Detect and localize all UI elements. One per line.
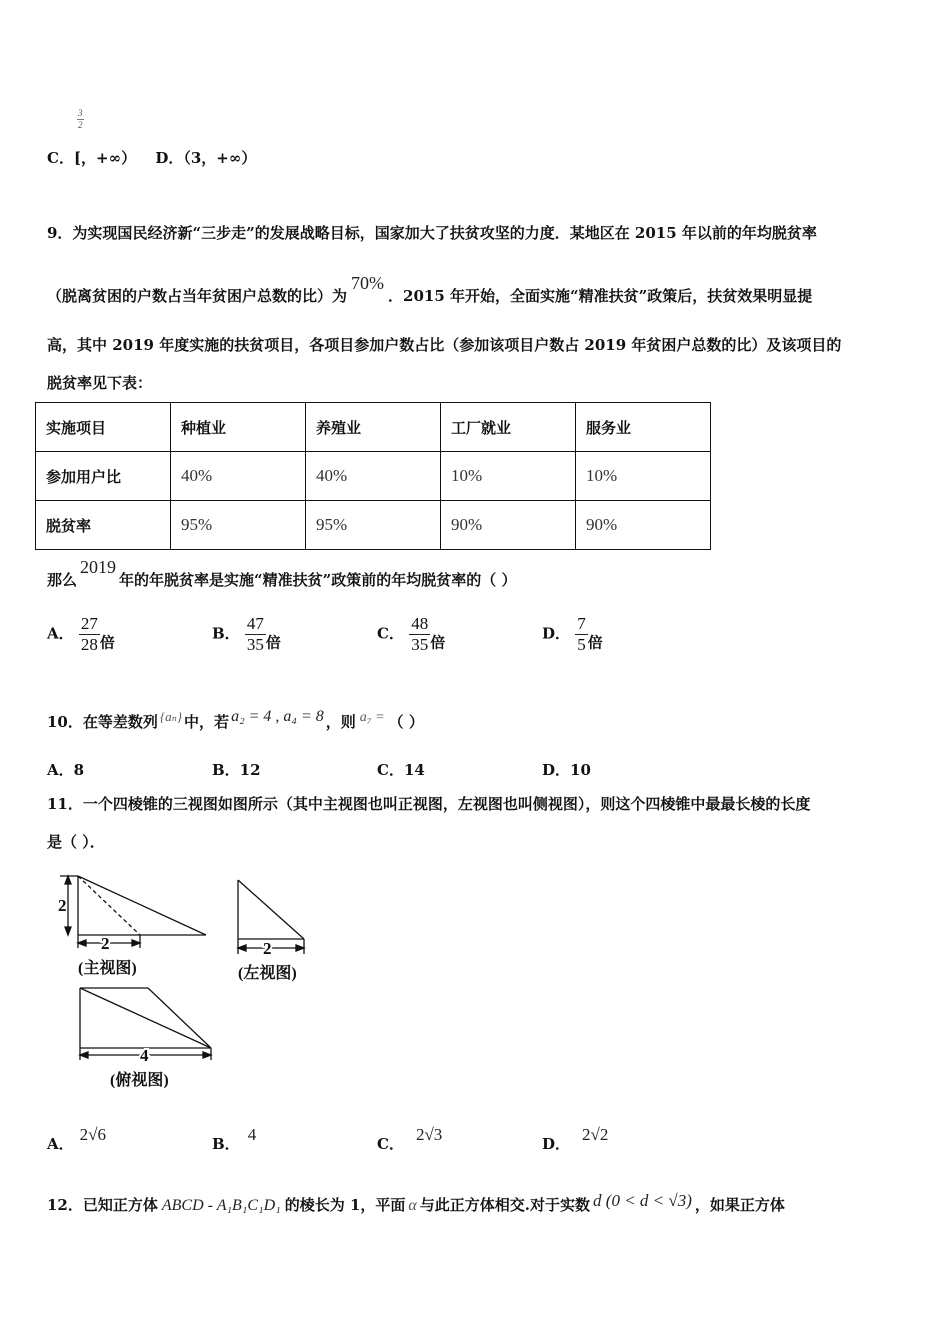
q8-options [47, 147, 256, 168]
table-cell: 10% [576, 452, 711, 501]
frac-num: 7 [577, 614, 586, 633]
table-cell: 工厂就业 [441, 403, 576, 452]
q11-option-d [542, 1125, 609, 1154]
q9-line2-b: ．2015 年开始，全面实施“精准扶贫”政策后，扶贫效果明显提 [388, 287, 813, 305]
frac-den: 28 [80, 635, 98, 654]
top-width-label: 4 [140, 1046, 149, 1065]
q9-table [35, 402, 711, 550]
q12-mid2: 与此正方体相交.对于实数 [419, 1196, 591, 1214]
q8-fraction [77, 108, 84, 131]
front-view-label: (主视图) [78, 960, 137, 977]
q10-blank: （ ） [388, 713, 424, 731]
fraction [409, 614, 430, 655]
table-cell: 服务业 [576, 403, 711, 452]
table-cell: 10% [441, 452, 576, 501]
q8-option-c-suffix: ，+∞） [81, 149, 137, 167]
q11-line1: 11．一个四棱锥的三视图如图所示（其中主视图也叫正视图，左视图也叫侧视图），则这个四棱锥中最最长棱的长度 [47, 795, 811, 813]
fraction [79, 614, 100, 655]
table-cell: 90% [441, 501, 576, 550]
q10-mid: 中，若 [184, 713, 230, 731]
frac-num: 47 [246, 614, 264, 633]
q10-option-d: D．10 [542, 761, 591, 779]
q9-line4: 脱贫率见下表： [47, 374, 153, 392]
option-value: 2√6 [79, 1125, 106, 1144]
frac-num: 48 [411, 614, 429, 633]
option-value: 2√3 [415, 1125, 443, 1144]
q9-option-c [377, 614, 445, 655]
frac-den: 35 [246, 635, 264, 654]
table-cell: 90% [576, 501, 711, 550]
q9-ask-year: 2019 [80, 557, 117, 577]
table-cell: 40% [171, 452, 306, 501]
q12-cond: d (0 < d < √3) [593, 1191, 692, 1210]
q9-option-b [212, 614, 281, 655]
q9-option-d [542, 614, 603, 655]
fraction [575, 614, 588, 655]
table-cell: 脱贫率 [36, 501, 171, 550]
fraction [245, 614, 266, 655]
option-unit: 倍 [587, 633, 603, 652]
q11-option-b [212, 1125, 257, 1154]
q10-option-a: A．8 [47, 761, 85, 779]
table-cell: 40% [306, 452, 441, 501]
q9-line1: 9．为实现国民经济新“三步走”的发展战略目标，国家加大了扶贫攻坚的力度．某地区在 2015 年以前的年均脱贫率 [47, 224, 817, 242]
q9-rate: 70% [351, 273, 385, 293]
table-cell: 种植业 [171, 403, 306, 452]
q12-prefix: 12．已知正方体 [47, 1196, 158, 1214]
q9-line2 [47, 273, 813, 306]
q12-mid1: 的棱长为 1，平面 [284, 1196, 406, 1214]
option-value: 4 [247, 1125, 257, 1144]
q9-ask-b: 年的年脱贫率是实施“精准扶贫”政策前的年均脱贫率的（ ） [119, 571, 517, 589]
front-height-label: 2 [58, 896, 67, 915]
q8-frac-num: 3 [78, 108, 83, 118]
q12-plane: α [408, 1197, 417, 1214]
q10-then: ，则 [325, 713, 356, 731]
q11-option-c [377, 1125, 443, 1154]
table-cell: 参加用户比 [36, 452, 171, 501]
q8-frac-den: 2 [78, 120, 83, 130]
option-unit: 倍 [265, 633, 281, 652]
q9-ask-a: 那么 [47, 571, 78, 589]
frac-num: 27 [80, 614, 98, 633]
q11-option-a [47, 1125, 106, 1154]
q10-option-b: B．12 [212, 761, 261, 779]
table-row [36, 501, 711, 550]
q10-cond: a₂ = 4 , a₄ = 8 [231, 708, 324, 725]
option-unit: 倍 [430, 633, 446, 652]
q10-stem [47, 708, 424, 732]
option-label: A． [47, 1135, 74, 1153]
q12-suffix: ，如果正方体 [694, 1196, 785, 1214]
side-view-label: (左视图) [238, 965, 297, 982]
table-cell: 95% [306, 501, 441, 550]
option-label: C． [377, 624, 404, 643]
option-label: D． [542, 624, 571, 643]
option-value: 2√2 [582, 1125, 609, 1144]
table-cell: 实施项目 [36, 403, 171, 452]
option-label: B． [212, 1135, 240, 1153]
q11-line2: 是（ ）． [47, 833, 105, 851]
frac-den: 35 [411, 635, 429, 654]
option-label: D． [542, 1135, 571, 1153]
q8-option-c-prefix: C．[ [47, 149, 82, 167]
q10-prefix: 10．在等差数列 [47, 713, 158, 731]
q9-line3: 高，其中 2019 年度实施的扶贫项目，各项目参加户数占比（参加该项目户数占 2019 年贫困户总数的比）及该项目的 [47, 336, 842, 354]
q9-question [47, 557, 517, 590]
side-width-label: 2 [263, 939, 272, 958]
q10-seq: {aₙ} [159, 709, 183, 724]
option-unit: 倍 [99, 633, 115, 652]
option-label: C． [377, 1135, 404, 1153]
top-view-label: (俯视图) [110, 1072, 169, 1089]
q10-target: a₇ = [359, 710, 385, 725]
table-row [36, 403, 711, 452]
front-view [60, 876, 206, 948]
frac-den: 5 [577, 635, 586, 654]
front-width-label: 2 [101, 934, 110, 953]
table-cell: 养殖业 [306, 403, 441, 452]
q8-option-d: D．（3，+∞） [155, 149, 257, 167]
option-label: B． [212, 624, 240, 643]
three-view-figure [50, 868, 330, 1096]
q12-cube: ABCD - A₁B₁C₁D₁ [161, 1197, 281, 1214]
option-label: A． [47, 624, 74, 643]
q9-line2-a: （脱离贫困的户数占当年贫困户总数的比）为 [47, 287, 348, 305]
table-row [36, 452, 711, 501]
q9-option-a [47, 614, 115, 655]
table-cell: 95% [171, 501, 306, 550]
q12-stem [47, 1191, 785, 1215]
q10-option-c: C．14 [377, 761, 425, 779]
